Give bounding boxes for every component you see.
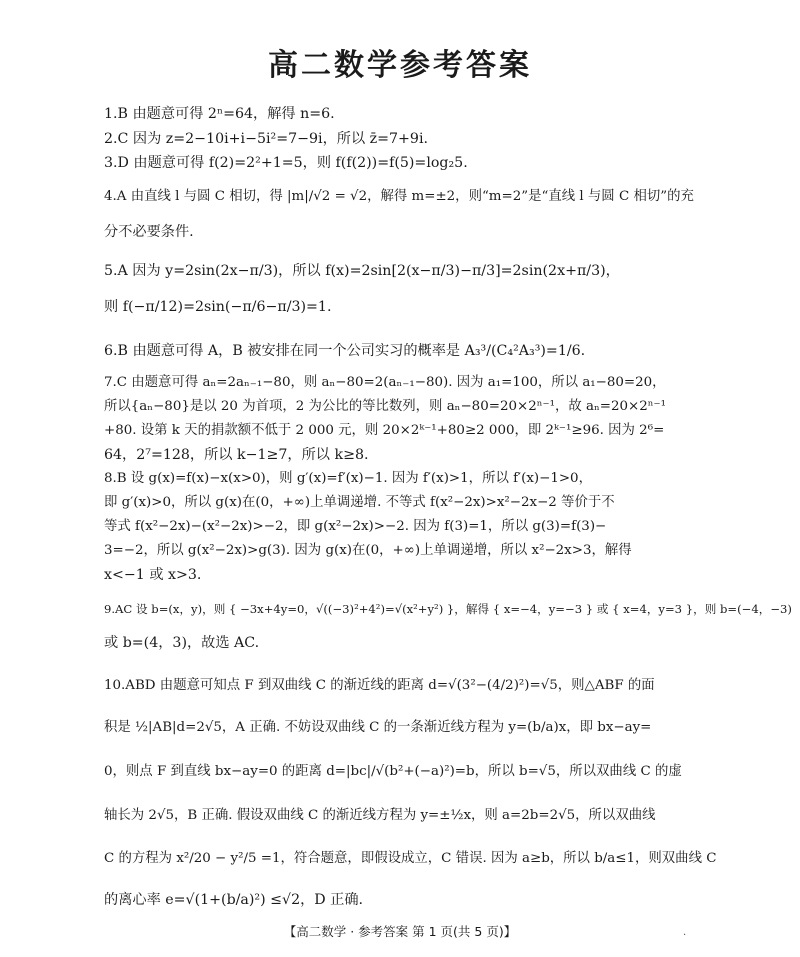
answer-line-q5: 5.A 因为 y=2sin(2x−π/3)，所以 f(x)=2sin[2(x−π/3)−π/3]=2sin(2x+π/3)， <box>104 263 620 279</box>
answer-line-q10-cont: 0，则点 F 到直线 bx−ay=0 的距离 d=|bc|/√(b²+(−a)²)=b，所以 b=√5，所以双曲线 C 的虚 <box>104 764 682 779</box>
answer-line-q8-cont: 等式 f(x²−2x)−(x²−2x)>−2，即 g(x²−2x)>−2. 因为 f(3)=1，所以 g(3)=f(3)− <box>104 519 607 534</box>
answer-line-q6: 6.B 由题意可得 A，B 被安排在同一个公司实习的概率是 A₃³/(C₄²A₃³)=1/6. <box>104 343 586 359</box>
answer-line-q4-cont: 分不必要条件. <box>104 224 194 240</box>
answer-line-q8-cont: x<−1 或 x>3. <box>104 567 202 583</box>
answer-line-q10-cont: 积是 ½|AB|d=2√5，A 正确. 不妨设双曲线 C 的一条渐近线方程为 y=(b/a)x，即 bx−ay= <box>104 720 652 735</box>
answer-line-q3: 3.D 由题意可得 f(2)=2²+1=5，则 f(f(2))=f(5)=log₂5. <box>104 155 468 171</box>
answer-line-q8-cont: 3=−2，所以 g(x²−2x)>g(3). 因为 g(x)在(0，+∞)上单调递增，所以 x²−2x>3，解得 <box>104 543 632 558</box>
page-title: 高二数学参考答案 <box>268 48 532 83</box>
answer-line-q4: 4.A 由直线 l 与圆 C 相切，得 |m|/√2 = √2，解得 m=±2，则“m=2”是“直线 l 与圆 C 相切”的充 <box>104 189 694 204</box>
answer-line-q5-cont: 则 f(−π/12)=2sin(−π/6−π/3)=1. <box>104 299 332 315</box>
answer-line-q10: 10.ABD 由题意可知点 F 到双曲线 C 的渐近线的距离 d=√(3²−(4/2)²)=√5，则△ABF 的面 <box>104 678 655 693</box>
answer-line-q10-cont: C 的方程为 x²/20 − y²/5 =1，符合题意，即假设成立，C 错误. 因为 a≥b，所以 b/a≤1，则双曲线 C <box>104 851 717 866</box>
answer-line-q9: 9.AC 设 b=(x，y)，则 { −3x+4y=0，√((−3)²+4²)=√(x²+y²) }，解得 { x=−4，y=−3 } 或 { x=4，y=3 }，则 b=(−4，−3) <box>104 602 792 616</box>
answer-line-q8-cont: 即 g′(x)>0，所以 g(x)在(0，+∞)上单调递增. 不等式 f(x²−2x)>x²−2x−2 等价于不 <box>104 495 615 510</box>
answer-line-q8: 8.B 设 g(x)=f(x)−x(x>0)，则 g′(x)=f′(x)−1. 因为 f′(x)>1，所以 f′(x)−1>0， <box>104 471 592 486</box>
corner-mark: · <box>683 930 687 941</box>
answer-line-q7-cont: 64，2⁷=128，所以 k−1≥7，所以 k≥8. <box>104 447 369 463</box>
page-footer: 【高二数学 · 参考答案 第 1 页(共 5 页)】 <box>283 924 517 939</box>
answer-line-q2: 2.C 因为 z=2−10i+i−5i²=7−9i，所以 z̄=7+9i. <box>104 131 429 147</box>
answer-line-q10-cont: 轴长为 2√5，B 正确. 假设双曲线 C 的渐近线方程为 y=±½x，则 a=2b=2√5，所以双曲线 <box>104 808 656 823</box>
answer-line-q9-cont: 或 b=(4，3)，故选 AC. <box>104 635 260 651</box>
answer-line-q10-cont: 的离心率 e=√(1+(b/a)²) ≤√2，D 正确. <box>104 892 364 908</box>
answer-line-q7-cont: 所以{aₙ−80}是以 20 为首项，2 为公比的等比数列，则 aₙ−80=20×2ⁿ⁻¹，故 aₙ=20×2ⁿ⁻¹ <box>104 399 666 414</box>
answer-line-q7: 7.C 由题意可得 aₙ=2aₙ₋₁−80，则 aₙ−80=2(aₙ₋₁−80). 因为 a₁=100，所以 a₁−80=20， <box>104 375 666 390</box>
answer-line-q1: 1.B 由题意可得 2ⁿ=64，解得 n=6. <box>104 106 335 122</box>
answer-line-q7-cont: +80. 设第 k 天的捐款额不低于 2 000 元，则 20×2ᵏ⁻¹+80≥2 000，即 2ᵏ⁻¹≥96. 因为 2⁶= <box>104 423 665 438</box>
